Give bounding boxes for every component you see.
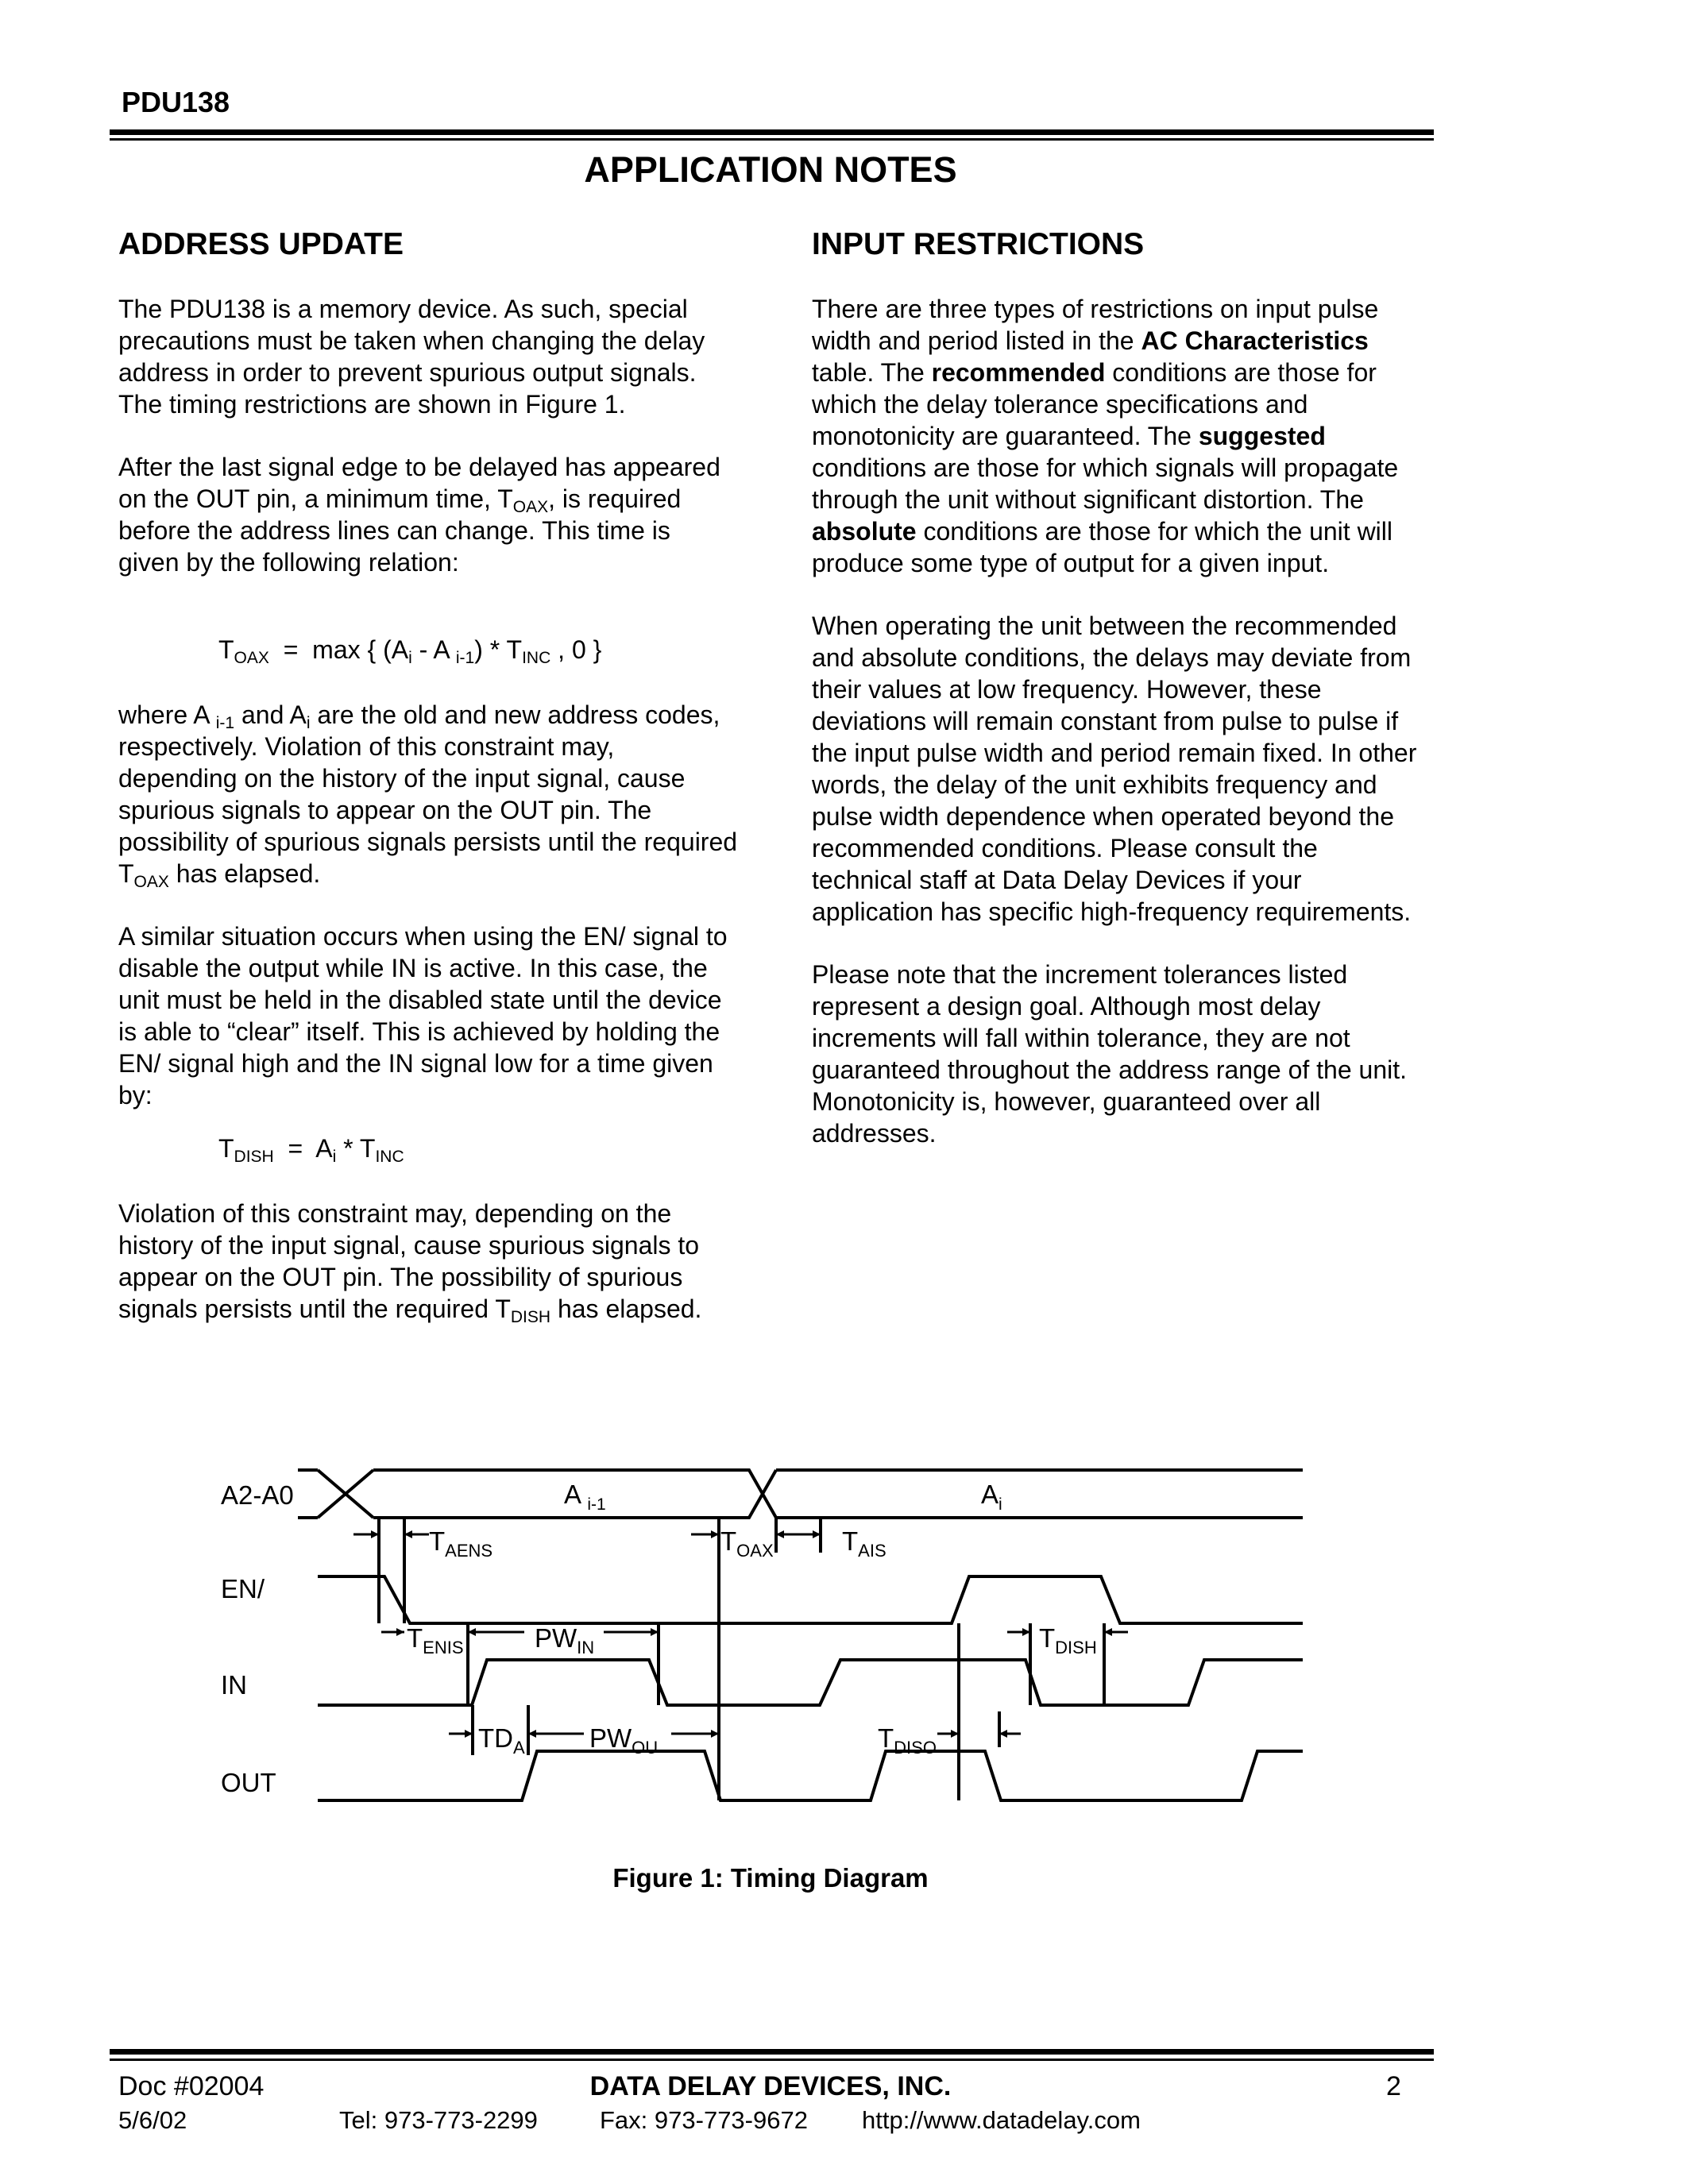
paragraph: A similar situation occurs when using the EN/ signal to disable the output while IN is active. In this case, the unit must be held in the disabled state until the device is able to “clear” itself. This is achieved by holding the EN/ signal high and the IN signal low for a time given by: — [118, 922, 728, 1109]
en-waveform — [318, 1576, 1303, 1623]
paragraph: Please note that the increment tolerances listed represent a design goal. Although most delay increments will fall within tolerance, they are not guaranteed throughout the address range of the unit. Monotonicity is, however, guaranteed over all addresses. — [812, 960, 1407, 1148]
address-update-heading: ADDRESS UPDATE — [118, 227, 404, 261]
fax: Fax: 973-773-9672 — [600, 2106, 808, 2134]
address-new-label: $A_i$ — [981, 1480, 1002, 1514]
td-a-label: $TD_A$ — [478, 1723, 525, 1758]
t-oax-label: $T_{OAX}$ — [720, 1526, 774, 1561]
paragraph: When operating the unit between the recommended and absolute conditions, the delays may deviate from their values at low frequency. However, these deviations will remain constant from pulse to pulse if the input pulse width and period remain fixed. In other words, the delay of the unit exhibits frequency and pulse width dependence when operated beyond the recommended conditions. Please consult the technical staff at Data Delay Devices if your application has specific high-frequency requirements. — [812, 612, 1417, 926]
t-diso-label: $T_{DISO}$ — [878, 1723, 937, 1758]
website-link[interactable]: http://www.datadelay.com — [862, 2106, 1141, 2134]
paragraph: Violation of this constraint may, depending on the history of the input signal, cause spurious signals to appear on the OUT pin. The possibility of spurious signals persists until the required $T_{DISH}$ has elapsed. — [118, 1199, 702, 1326]
in-waveform — [318, 1660, 1303, 1705]
address-bus-waveform — [298, 1470, 1303, 1518]
page-title: APPLICATION NOTES — [584, 149, 957, 190]
signal-label: IN — [221, 1670, 247, 1700]
address-old-label: A $_{i-1}$ — [564, 1480, 606, 1514]
page-number: 2 — [1386, 2071, 1401, 2101]
company-name: DATA DELAY DEVICES, INC. — [589, 2071, 952, 2101]
paragraph: where A $_{i-1}$ and $A_i$ are the old and new address codes, respectively. Violation of this constraint may, depending on the history of the input signal, cause spurious signals to appear on the OUT pin. The possibility of spurious signals persists until the required $T_{OAX}$ has elapsed. — [118, 700, 738, 891]
paragraph: The PDU138 is a memory device. As such, special precautions must be taken when changing the delay address in order to prevent spurious output signals. The timing restrictions are shown in Figure 1. — [118, 295, 705, 419]
pw-in-label: $PW_{IN}$ — [535, 1623, 595, 1657]
signal-label: A2-A0 — [221, 1480, 294, 1510]
equation-toax: $T_{OAX} = \max$ { ($A_i$ - A $_{i-1}) * T_{INC}$ , 0 } — [218, 635, 602, 667]
part-number: PDU138 — [122, 86, 230, 118]
signal-label: EN/ — [221, 1574, 265, 1603]
doc-number: Doc #02004 — [118, 2071, 265, 2101]
figure-caption: Figure 1: Timing Diagram — [612, 1863, 929, 1893]
t-dish-label: $T_{DISH}$ — [1039, 1623, 1097, 1657]
input-restrictions-heading: INPUT RESTRICTIONS — [812, 227, 1145, 261]
signal-label: OUT — [221, 1768, 276, 1797]
footer-rule-thin — [110, 2059, 1434, 2061]
paragraph: There are three types of restrictions on input pulse width and period listed in the AC Characteristics table. The recommended conditions are those for which the delay tolerance specifications and monotonicity are guaranteed. The suggested conditions are those for which signals will propagate through the unit without significant distortion. The absolute conditions are those for which the unit will produce some type of output for a given input. — [812, 295, 1399, 577]
equation-tdish: $T_{DISH} = A_i * T_{INC}$ — [218, 1134, 404, 1166]
paragraph: After the last signal edge to be delayed has appeared on the OUT pin, a minimum time, $T_{OAX}$, is required before the address lines can change. This time is given by the following relation: — [118, 453, 720, 577]
t-enis-label: $T_{ENIS}$ — [407, 1623, 464, 1657]
t-ais-label: $T_{AIS}$ — [842, 1526, 886, 1561]
telephone: Tel: 973-773-2299 — [339, 2106, 538, 2134]
out-waveform — [318, 1751, 1303, 1800]
doc-date: 5/6/02 — [118, 2106, 187, 2134]
pw-ou-label: $PW_{OU}$ — [589, 1723, 659, 1758]
t-aens-label: $T_{AENS}$ — [429, 1526, 493, 1561]
footer-rule — [110, 2049, 1434, 2055]
